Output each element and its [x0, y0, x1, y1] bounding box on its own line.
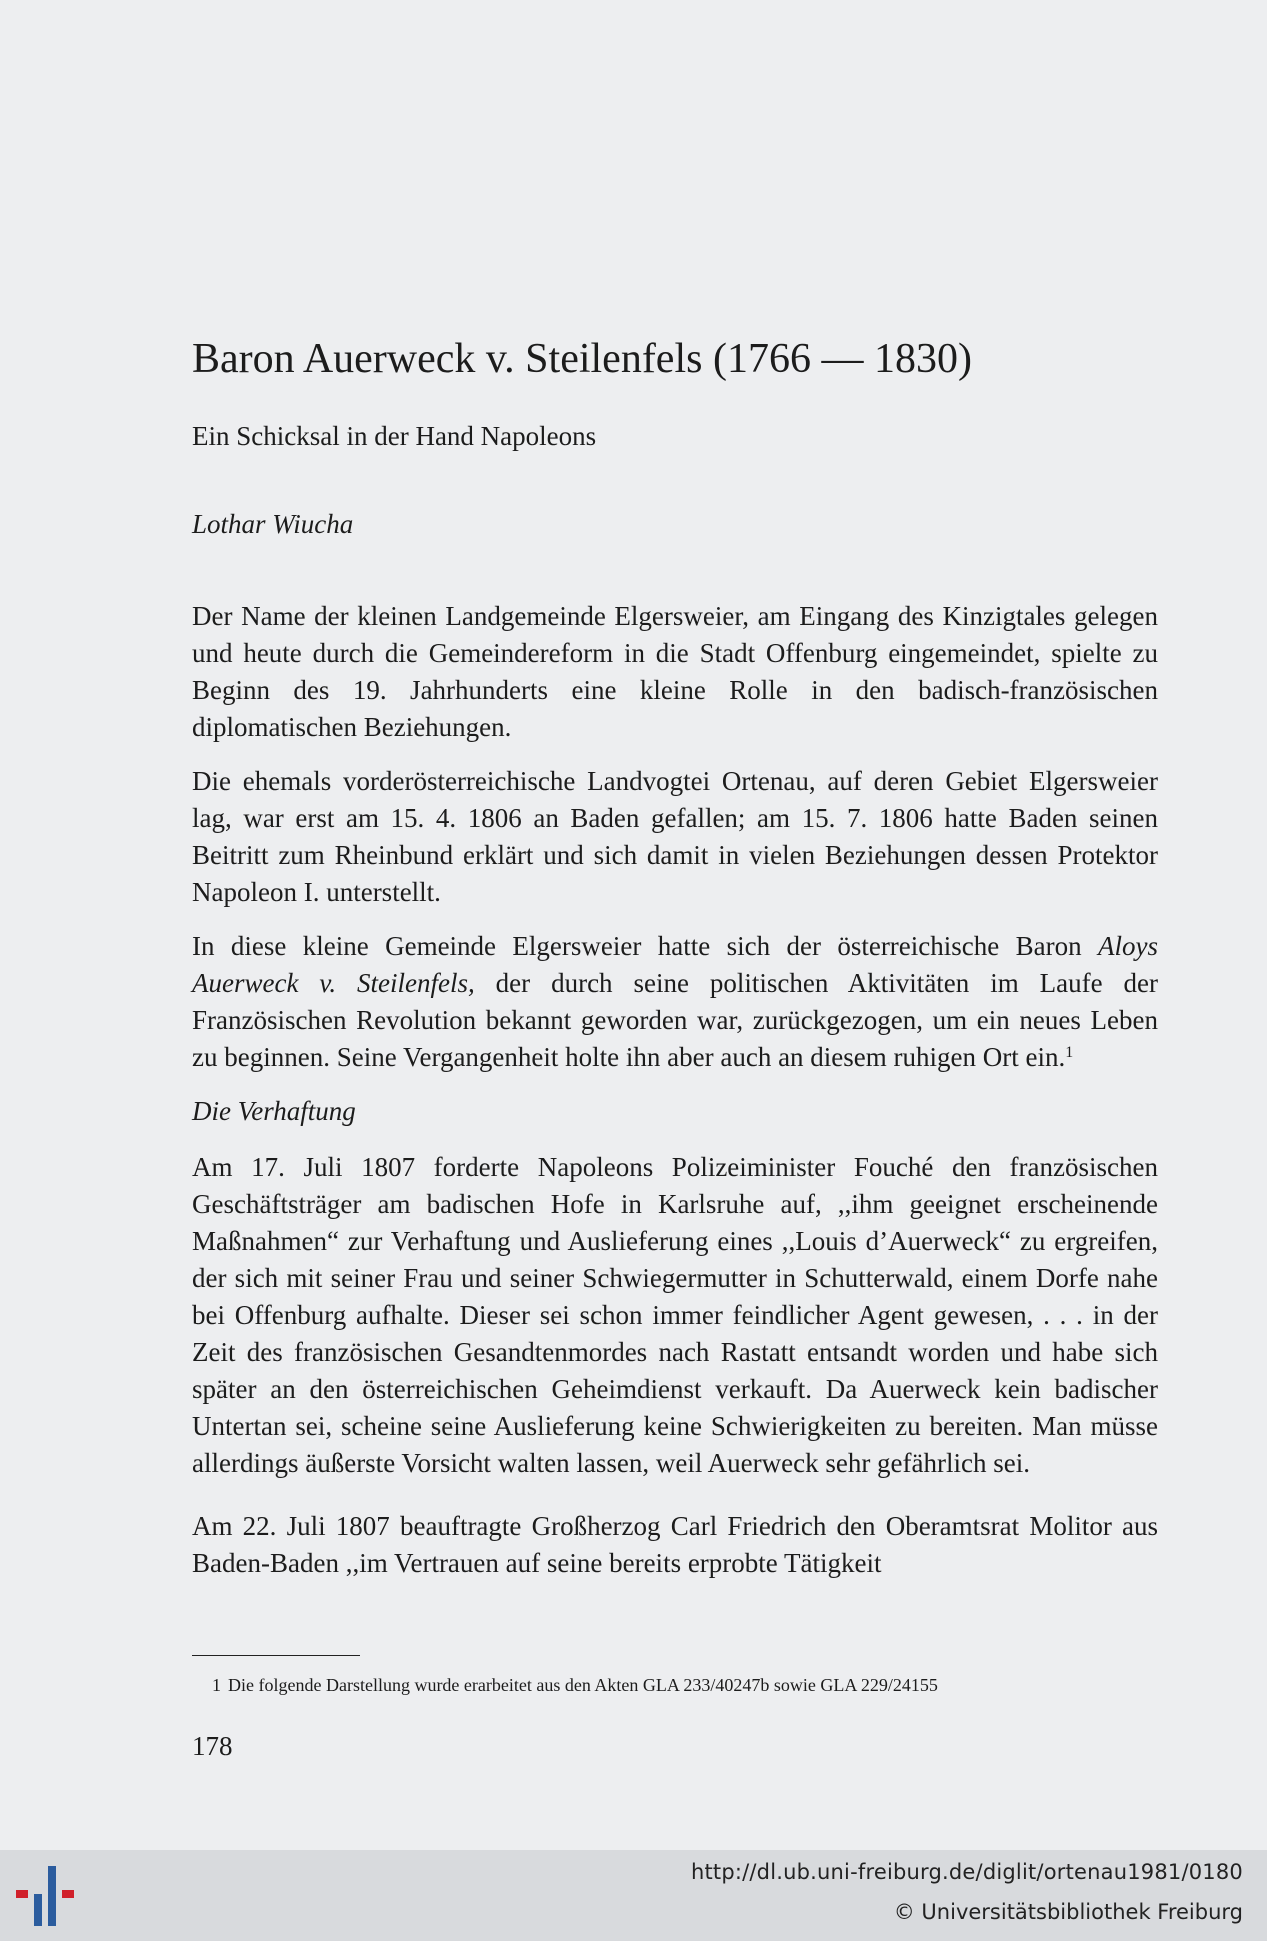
footnote-divider — [192, 1655, 360, 1656]
source-url-link[interactable]: http://dl.ub.uni-freiburg.de/diglit/ortenau1981/0180 — [690, 1860, 1243, 1884]
paragraph-text: In diese kleine Gemeinde Elgersweier hatte sich der österreichische Baron — [192, 931, 1098, 961]
paragraph: Am 17. Juli 1807 forderte Napoleons Polizeiminister Fouché den französischen Geschäftsträger am badischen Hofe in Karlsruhe auf, ,,ihm geeignet erscheinende Maßnahmen“ zur Verhaftung und Auslieferung eines ,,Louis d’Auerweck“ zu ergreifen, der sich mit seiner Frau und seiner Schwiegermutter in Schutterwald, einem Dorfe nahe bei Offenburg aufhalte. Dieser sei schon immer feindlicher Agent gewesen, . . . in der Zeit des französischen Gesandtenmordes nach Rastatt entsandt worden und habe sich später an den österreichischen Geheimdienst verkauft. Da Auerweck kein badischer Untertan sei, scheine seine Auslieferung keine Schwierigkeiten zu bereiten. Man müsse allerdings äußerste Vorsicht walten lassen, weil Auerweck sehr gefährlich sei. — [192, 1152, 1158, 1478]
article-title: Baron Auerweck v. Steilenfels (1766 — 1830) — [192, 336, 972, 382]
paragraph: Der Name der kleinen Landgemeinde Elgersweier, am Eingang des Kinzigtales gelegen und heute durch die Gemeindereform in die Stadt Offenburg eingemeindet, spielte zu Beginn des 19. Jahrhunderts eine kleine Rolle in den badisch-französischen diplomatischen Beziehungen. — [192, 601, 1158, 742]
footnote — [212, 1673, 938, 1697]
footnote-text: Die folgende Darstellung wurde erarbeitet aus den Akten GLA 233/40247b sowie GLA 229/24155 — [228, 1675, 938, 1695]
paragraph — [192, 928, 1158, 1076]
footnote-reference: 1 — [1065, 1044, 1074, 1061]
article-author: Lothar Wiucha — [192, 509, 354, 539]
ub-freiburg-logo-icon — [14, 1860, 78, 1932]
article-subtitle: Ein Schicksal in der Hand Napoleons — [192, 421, 597, 451]
paragraph: Die ehemals vorderösterreichische Landvogtei Ortenau, auf deren Gebiet Elgersweier lag, war erst am 15. 4. 1806 an Baden gefallen; am 15. 7. 1806 hatte Baden seinen Beitritt zum Rheinbund erklärt und sich damit in vielen Beziehungen dessen Protektor Napoleon I. unterstellt. — [192, 766, 1158, 907]
library-footer — [0, 1850, 1267, 1941]
person-name-italic: Aloys Auerweck v. Steilenfels, — [192, 931, 1158, 998]
page-number: 178 — [192, 1731, 233, 1761]
paragraph-text: der durch seine politischen Aktivitäten im Laufe der Französischen Revolution bekannt geworden war, zurückgezogen, um ein neues Leben zu beginnen. Seine Vergangenheit holte ihn aber auch an diesem ruhigen Ort ein. — [192, 968, 1158, 1072]
section-heading: Die Verhaftung — [192, 1096, 356, 1126]
paragraph: Am 22. Juli 1807 beauftragte Großherzog Carl Friedrich den Oberamtsrat Molitor aus Baden-Baden ,,im Vertrauen auf seine bereits erprobte Tätigkeit — [192, 1511, 1158, 1578]
article-body — [192, 598, 1158, 1582]
footnote-number: 1 — [212, 1675, 221, 1695]
copyright-notice: © Universitätsbibliothek Freiburg — [893, 1900, 1243, 1924]
